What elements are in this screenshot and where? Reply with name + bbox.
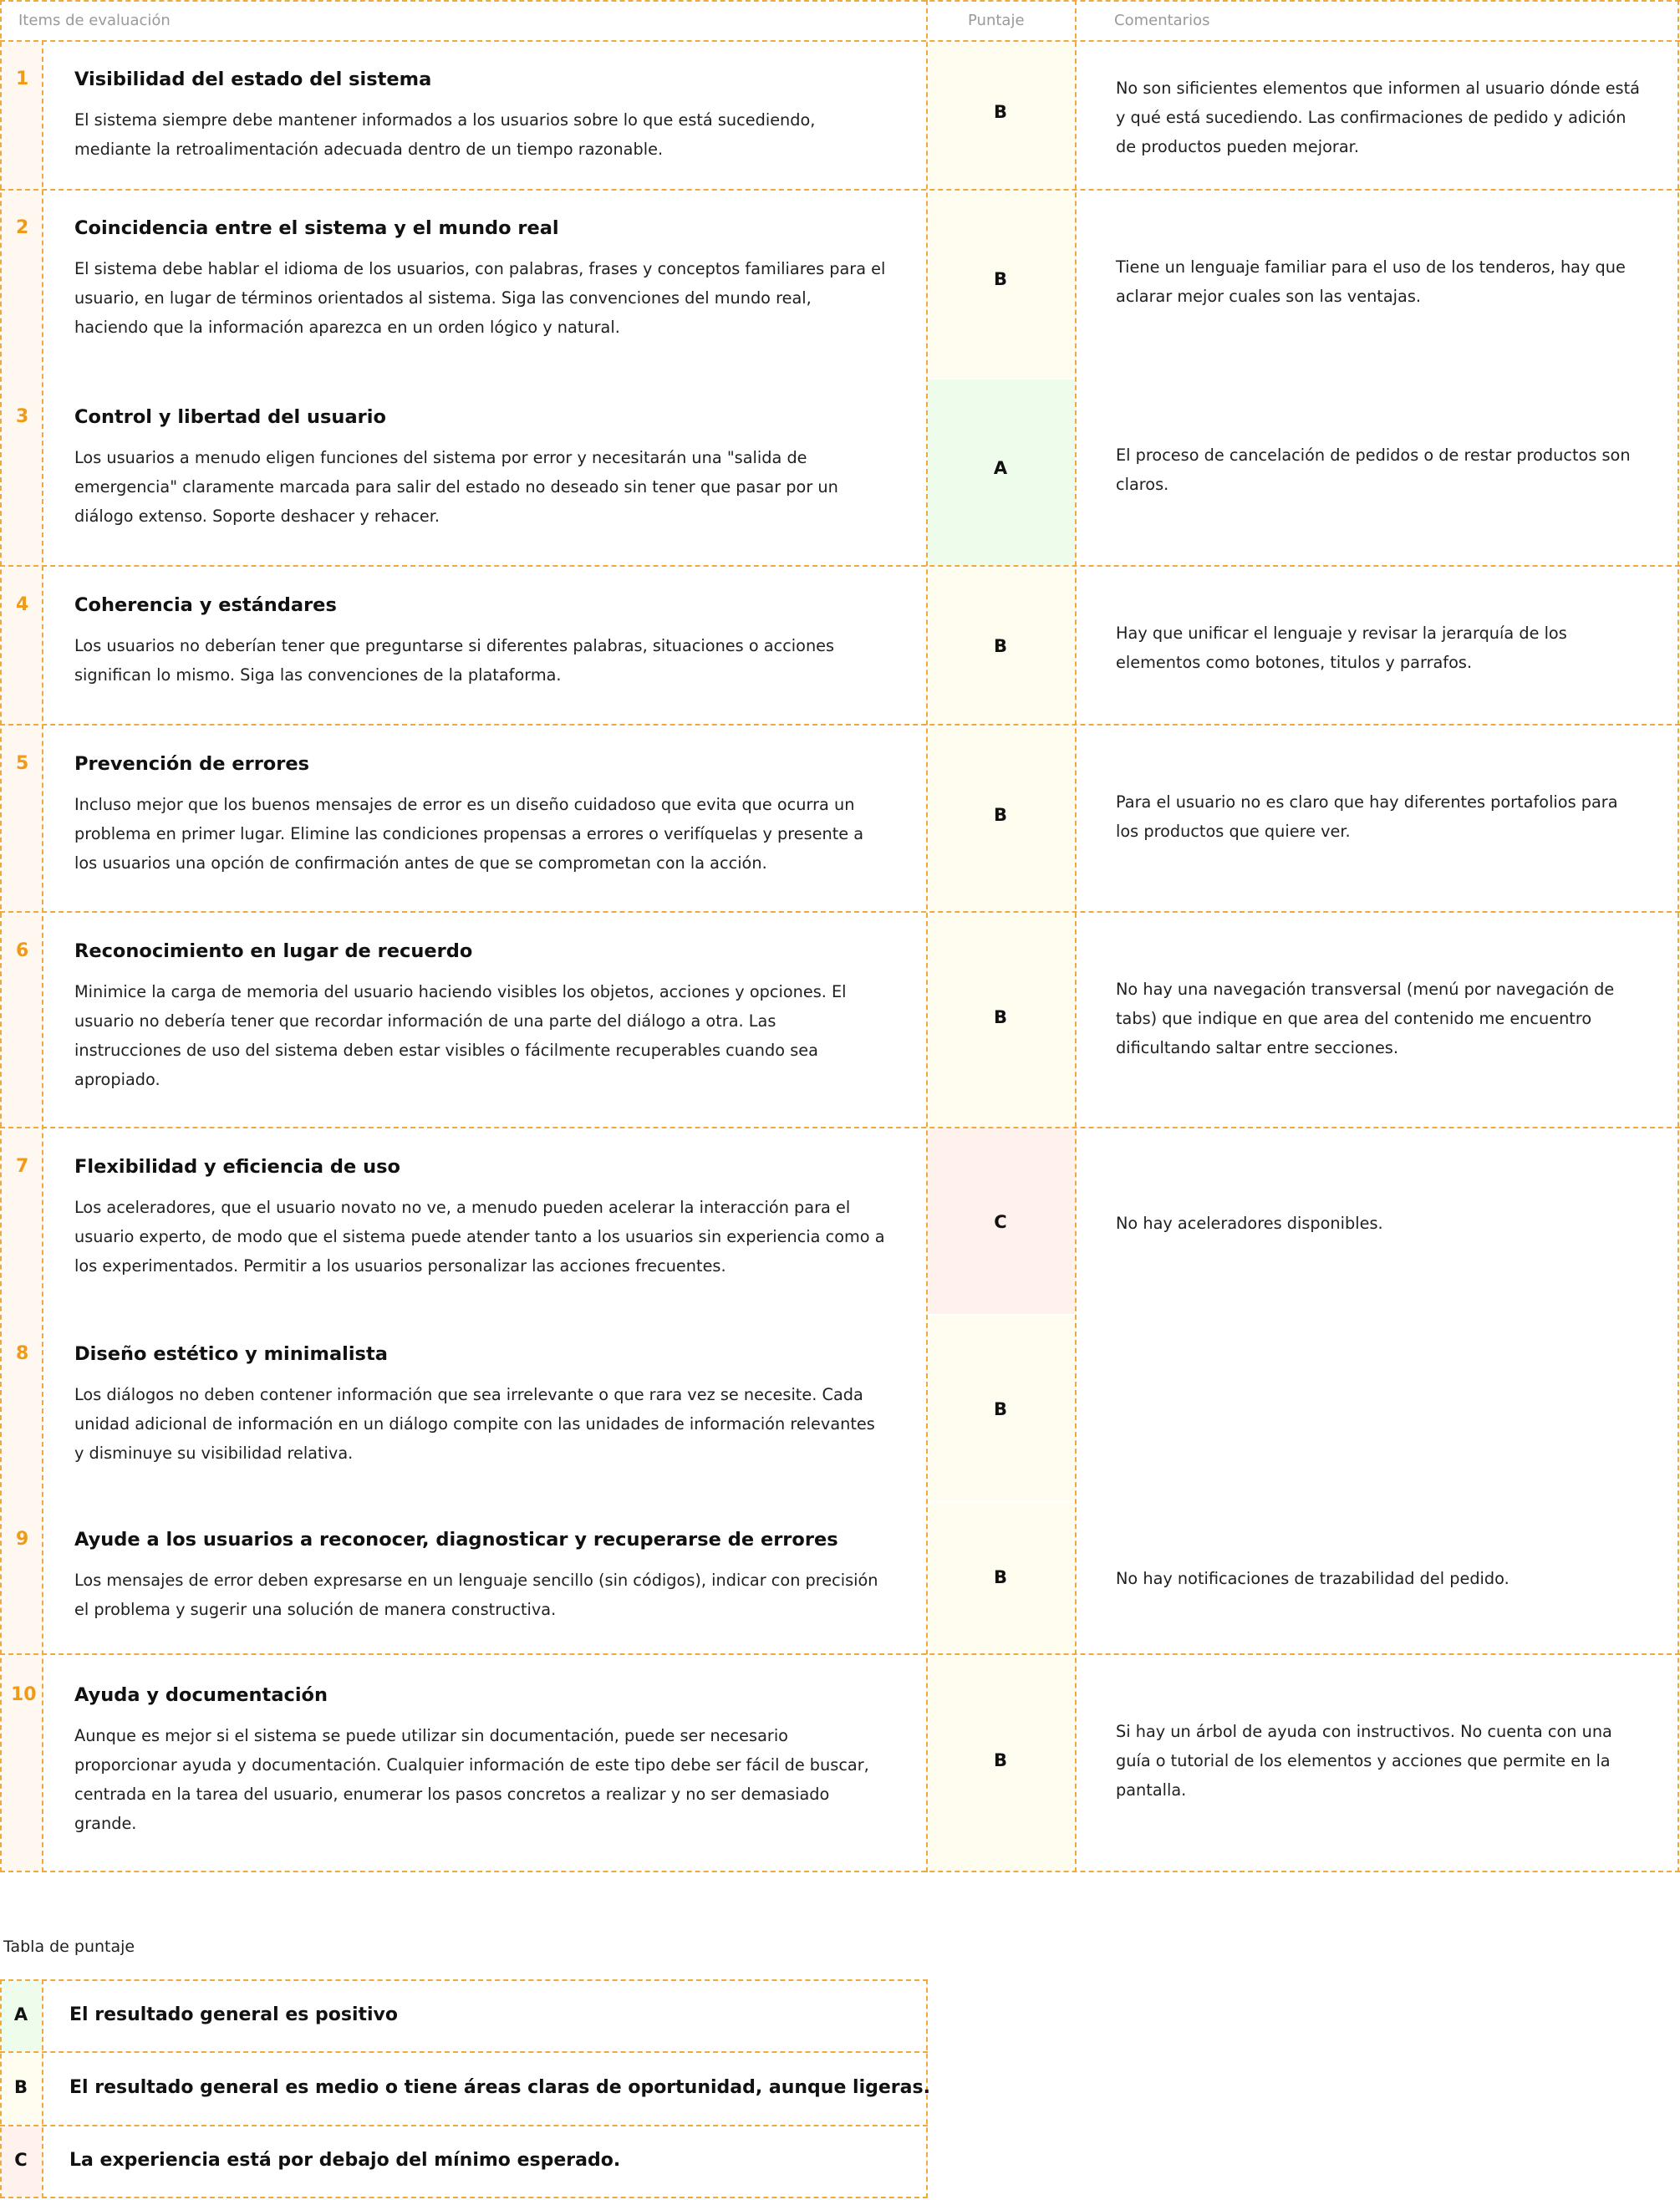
grid-line [0, 1871, 1680, 1872]
grid-line [1075, 0, 1077, 1872]
grid-line [0, 724, 1680, 726]
grid-line [0, 2125, 928, 2126]
row-title: Ayuda y documentación [74, 1684, 328, 1706]
header-score: Puntaje [968, 12, 1025, 29]
row-title: Flexibilidad y eficiencia de uso [74, 1156, 400, 1178]
grid-line [0, 2197, 928, 2198]
row-number: 3 [16, 406, 29, 427]
row-grade: A [993, 458, 1008, 478]
row-grade: C [994, 1212, 1007, 1232]
row-comment: No hay una navegación transversal (menú por navegación de tabs) que indique en que area del contenido me encuentro dificultando saltar entre secciones. [1116, 980, 1615, 1057]
grid-line [0, 1127, 1680, 1128]
row-comment: El proceso de cancelación de pedidos o de restar productos son claros. [1116, 446, 1631, 494]
row-description: El sistema siempre debe mantener informados a los usuarios sobre lo que está sucediendo, mediante la retroalimentación adecuada dentro de un tiempo razonable. [74, 110, 816, 159]
row-comment: No hay notificaciones de trazabilidad del pedido. [1116, 1569, 1509, 1588]
row-description: El sistema debe hablar el idioma de los usuarios, con palabras, frases y conceptos familiares para el usuario, en lugar de términos orientados al sistema. Siga las convenciones del mundo real, haciendo que la información aparezca en un orden lógico y natural. [74, 259, 886, 337]
row-comment: No son sificientes elementos que informen al usuario dónde está y qué está sucediendo. Las confirmaciones de pedido y adición de productos pueden mejorar. [1116, 79, 1640, 156]
row-number: 7 [16, 1156, 29, 1177]
row-number: 1 [16, 69, 29, 89]
row-title: Coincidencia entre el sistema y el mundo real [74, 217, 559, 239]
header-comments: Comentarios [1114, 12, 1210, 29]
row-comment: Si hay un árbol de ayuda con instructivos. No cuenta con una guía o tutorial de los elementos y acciones que permite en la pantalla. [1116, 1722, 1612, 1800]
grid-line [0, 2051, 928, 2053]
row-grade: B [993, 1567, 1007, 1587]
row-description: Incluso mejor que los buenos mensajes de error es un diseño cuidadoso que evita que ocurra un problema en primer lugar. Elimine las condiciones propensas a errores o verifíquelas y presente a los usuarios una opción de confirmación antes de que se comprometan con la acción. [74, 795, 864, 873]
grid-line [42, 1979, 43, 2198]
grid-line [0, 0, 2, 1872]
row-description: Los aceleradores, que el usuario novato no ve, a menudo pueden acelerar la interacción para el usuario experto, de modo que el sistema puede atender tanto a los usuarios sin experiencia como a los experimentados. Permitir a los usuarios personalizar las acciones frecuentes. [74, 1198, 885, 1276]
row-title: Coherencia y estándares [74, 594, 337, 616]
row-description: Minimice la carga de memoria del usuario haciendo visibles los objetos, acciones y opciones. El usuario no debería tener que recordar información de una parte del diálogo a otra. Las instrucciones de uso del sistema deben estar visibles o fácilmente recuperables cuando sea apropiado. [74, 982, 847, 1089]
grid-line [0, 0, 1680, 2]
row-number: 5 [16, 753, 29, 774]
score-letter: A [13, 2004, 28, 2024]
grid-line [42, 40, 43, 1872]
row-description: Los diálogos no deben contener información que sea irrelevante o que rara vez se necesite. Cada unidad adicional de información en un diálogo compite con las unidades de información relevantes y disminuye su visibilidad relativa. [74, 1385, 875, 1463]
row-number: 2 [16, 217, 29, 238]
score-letter: C [14, 2150, 28, 2170]
grid-line [0, 911, 1680, 913]
grid-line [0, 1653, 1680, 1655]
row-grade: B [993, 1007, 1007, 1027]
row-description: Los usuarios a menudo eligen funciones del sistema por error y necesitarán una "salida de emergencia" claramente marcada para salir del estado no deseado sin tener que pasar por un diálogo extenso. Soporte deshacer y rehacer. [74, 448, 838, 526]
grid-line [0, 189, 1680, 191]
row-grade: B [993, 1399, 1007, 1419]
grid-line [1677, 0, 1679, 1872]
row-number: 8 [16, 1343, 29, 1364]
row-grade: B [993, 269, 1007, 289]
row-comment: Tiene un lenguaje familiar para el uso de los tenderos, hay que aclarar mejor cuales son las ventajas. [1116, 257, 1626, 306]
score-table-title: Tabla de puntaje [3, 1938, 135, 1956]
row-number: 9 [16, 1529, 29, 1550]
row-description: Los mensajes de error deben expresarse en un lenguaje sencillo (sin códigos), indicar con precisión el problema y sugerir una solución de manera constructiva. [74, 1571, 878, 1619]
score-description: El resultado general es medio o tiene áreas claras de oportunidad, aunque ligeras. [69, 2077, 930, 2098]
row-description: Los usuarios no deberían tener que preguntarse si diferentes palabras, situaciones o acciones significan lo mismo. Siga las convenciones de la plataforma. [74, 636, 835, 685]
row-comment: Para el usuario no es claro que hay diferentes portafolios para los productos que quiere ver. [1116, 792, 1618, 841]
row-number: 6 [16, 940, 29, 961]
grid-line [0, 40, 1680, 42]
row-grade: B [993, 102, 1007, 122]
row-title: Visibilidad del estado del sistema [74, 69, 432, 90]
row-number: 10 [11, 1684, 37, 1705]
score-description: La experiencia está por debajo del mínimo esperado. [69, 2150, 621, 2171]
row-title: Prevención de errores [74, 753, 310, 775]
row-grade: B [993, 1750, 1007, 1770]
row-grade: B [993, 636, 1007, 656]
grid-line [0, 565, 1680, 567]
row-title: Ayude a los usuarios a reconocer, diagnosticar y recuperarse de errores [74, 1529, 838, 1551]
row-description: Aunque es mejor si el sistema se puede utilizar sin documentación, puede ser necesario proporcionar ayuda y documentación. Cualquier información de este tipo debe ser fácil de buscar, centrada en la tarea del usuario, enumerar los pasos concretos a realizar y no ser demasiado grande. [74, 1726, 869, 1833]
score-description: El resultado general es positivo [69, 2004, 399, 2025]
row-comment: No hay aceleradores disponibles. [1116, 1214, 1383, 1233]
header-items: Items de evaluación [18, 12, 171, 29]
row-title: Reconocimiento en lugar de recuerdo [74, 940, 473, 962]
grid-line [0, 1979, 928, 1981]
row-title: Diseño estético y minimalista [74, 1343, 388, 1365]
row-number: 4 [16, 594, 29, 615]
row-grade: B [993, 805, 1007, 825]
row-comment: Hay que unificar el lenguaje y revisar la jerarquía de los elementos como botones, titulos y parrafos. [1116, 624, 1567, 672]
score-letter: B [13, 2077, 28, 2097]
row-title: Control y libertad del usuario [74, 406, 386, 428]
